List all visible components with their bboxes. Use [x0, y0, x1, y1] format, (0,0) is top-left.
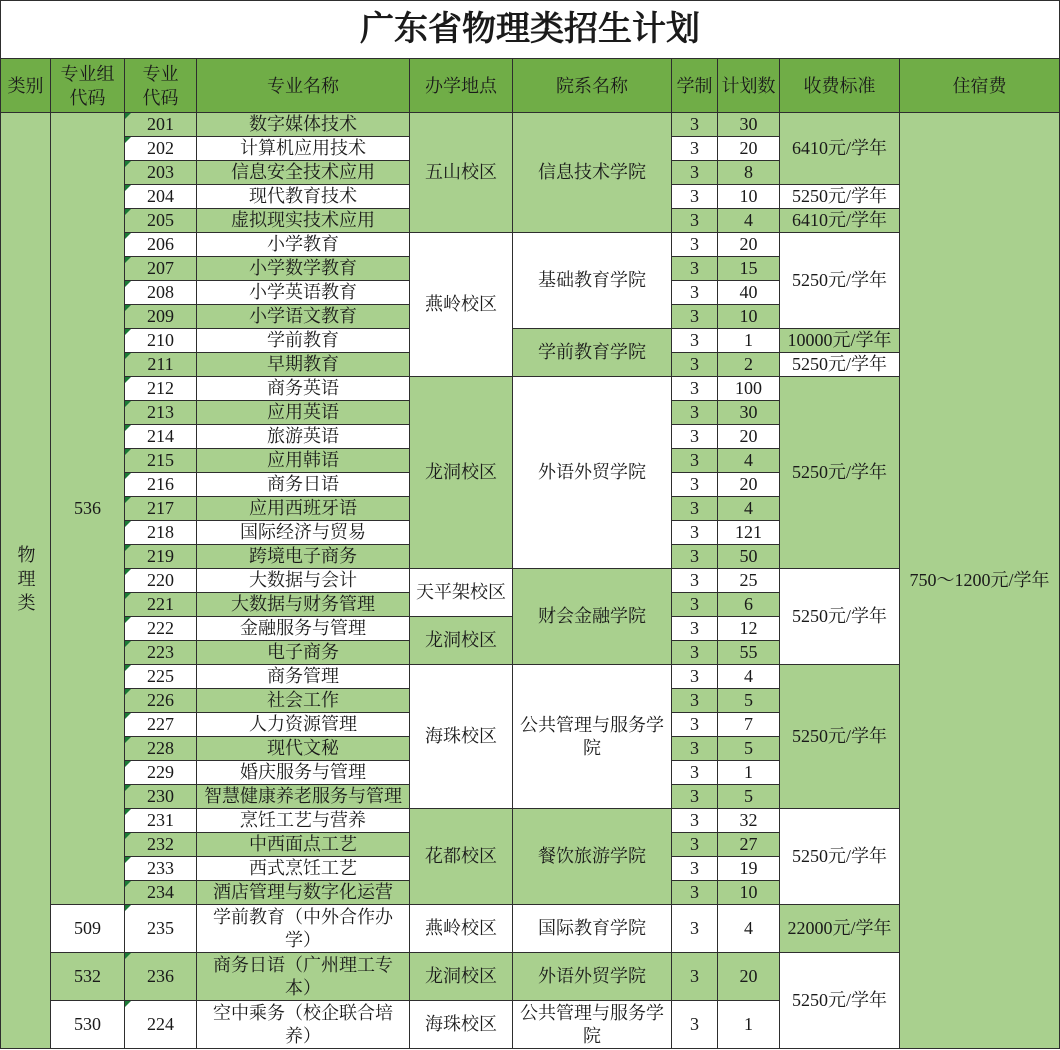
duration-cell: 3	[672, 521, 717, 544]
group-code-cell: 530	[51, 1001, 124, 1048]
campus-cell: 龙洞校区	[410, 953, 512, 1000]
duration-cell: 3	[672, 785, 717, 808]
header-campus: 办学地点	[410, 59, 512, 112]
campus-cell: 龙洞校区	[410, 617, 512, 664]
campus-cell: 龙洞校区	[410, 377, 512, 568]
duration-cell: 3	[672, 425, 717, 448]
major-name-cell: 学前教育	[197, 329, 409, 352]
header-tuition: 收费标准	[780, 59, 899, 112]
plan-count-cell: 7	[718, 713, 779, 736]
major-name-cell: 国际经济与贸易	[197, 521, 409, 544]
major-code-cell: 214	[125, 425, 196, 448]
duration-cell: 3	[672, 137, 717, 160]
major-name-cell: 早期教育	[197, 353, 409, 376]
department-cell: 财会金融学院	[513, 569, 671, 664]
header-group-code	[51, 59, 124, 112]
plan-count-cell: 25	[718, 569, 779, 592]
plan-count-cell: 20	[718, 953, 779, 1000]
campus-cell: 海珠校区	[410, 665, 512, 808]
department-cell: 公共管理与服务学院	[513, 1001, 671, 1048]
major-name-cell: 空中乘务（校企联合培养）	[197, 1001, 409, 1048]
plan-count-cell: 100	[718, 377, 779, 400]
major-name-cell: 社会工作	[197, 689, 409, 712]
tuition-cell: 6410元/学年	[780, 209, 899, 232]
plan-count-cell: 1	[718, 329, 779, 352]
major-code-cell: 213	[125, 401, 196, 424]
group-code-cell: 536	[51, 113, 124, 904]
campus-cell: 五山校区	[410, 113, 512, 232]
major-name-cell: 应用西班牙语	[197, 497, 409, 520]
campus-cell: 燕岭校区	[410, 233, 512, 376]
duration-cell: 3	[672, 473, 717, 496]
major-code-cell: 236	[125, 953, 196, 1000]
duration-cell: 3	[672, 569, 717, 592]
plan-count-cell: 4	[718, 497, 779, 520]
major-code-cell: 210	[125, 329, 196, 352]
major-name-cell: 现代教育技术	[197, 185, 409, 208]
major-code-cell: 204	[125, 185, 196, 208]
duration-cell: 3	[672, 377, 717, 400]
major-name-cell: 商务管理	[197, 665, 409, 688]
department-cell: 外语外贸学院	[513, 953, 671, 1000]
major-name-cell: 婚庆服务与管理	[197, 761, 409, 784]
plan-count-cell: 10	[718, 881, 779, 904]
major-code-cell: 227	[125, 713, 196, 736]
plan-count-cell: 6	[718, 593, 779, 616]
major-name-cell: 应用韩语	[197, 449, 409, 472]
major-name-cell: 小学语文教育	[197, 305, 409, 328]
plan-count-cell: 27	[718, 833, 779, 856]
plan-count-cell: 30	[718, 401, 779, 424]
tuition-cell: 5250元/学年	[780, 233, 899, 328]
major-code-cell: 222	[125, 617, 196, 640]
major-name-cell: 小学数学教育	[197, 257, 409, 280]
major-name-cell: 数字媒体技术	[197, 113, 409, 136]
tuition-cell: 5250元/学年	[780, 665, 899, 808]
major-code-cell: 217	[125, 497, 196, 520]
header-plan-count: 计划数	[718, 59, 779, 112]
plan-count-cell: 12	[718, 617, 779, 640]
major-name-cell: 大数据与会计	[197, 569, 409, 592]
header-category: 类别	[1, 59, 50, 112]
duration-cell: 3	[672, 185, 717, 208]
plan-count-cell: 10	[718, 305, 779, 328]
header-major-code-line: 专业	[142, 63, 179, 84]
duration-cell: 3	[672, 209, 717, 232]
plan-count-cell: 5	[718, 689, 779, 712]
header-department: 院系名称	[513, 59, 671, 112]
major-code-cell: 216	[125, 473, 196, 496]
major-code-cell: 218	[125, 521, 196, 544]
group-code-cell: 532	[51, 953, 124, 1000]
plan-count-cell: 121	[718, 521, 779, 544]
major-name-cell: 现代文秘	[197, 737, 409, 760]
department-cell: 学前教育学院	[513, 329, 671, 376]
major-name-cell: 计算机应用技术	[197, 137, 409, 160]
duration-cell: 3	[672, 233, 717, 256]
major-name-cell: 金融服务与管理	[197, 617, 409, 640]
campus-cell: 天平架校区	[410, 569, 512, 616]
category-cell	[1, 113, 50, 1048]
plan-count-cell: 40	[718, 281, 779, 304]
duration-cell: 3	[672, 689, 717, 712]
major-code-cell: 201	[125, 113, 196, 136]
major-name-cell: 虚拟现实技术应用	[197, 209, 409, 232]
major-code-cell: 226	[125, 689, 196, 712]
major-code-cell: 229	[125, 761, 196, 784]
major-code-cell: 223	[125, 641, 196, 664]
department-cell: 餐饮旅游学院	[513, 809, 671, 904]
major-code-cell: 208	[125, 281, 196, 304]
plan-count-cell: 55	[718, 641, 779, 664]
plan-count-cell: 4	[718, 905, 779, 952]
header-duration: 学制	[672, 59, 717, 112]
tuition-cell: 5250元/学年	[780, 953, 899, 1048]
plan-count-cell: 30	[718, 113, 779, 136]
tuition-cell: 10000元/学年	[780, 329, 899, 352]
accommodation-cell: 750～1200元/学年	[900, 113, 1059, 1048]
major-name-cell: 人力资源管理	[197, 713, 409, 736]
duration-cell: 3	[672, 497, 717, 520]
major-name-cell: 应用英语	[197, 401, 409, 424]
major-name-cell: 中西面点工艺	[197, 833, 409, 856]
major-code-cell: 215	[125, 449, 196, 472]
duration-cell: 3	[672, 257, 717, 280]
duration-cell: 3	[672, 161, 717, 184]
major-code-cell: 220	[125, 569, 196, 592]
major-code-cell: 206	[125, 233, 196, 256]
major-name-cell: 电子商务	[197, 641, 409, 664]
tuition-cell: 5250元/学年	[780, 809, 899, 904]
duration-cell: 3	[672, 545, 717, 568]
plan-count-cell: 8	[718, 161, 779, 184]
major-name-cell: 小学英语教育	[197, 281, 409, 304]
duration-cell: 3	[672, 449, 717, 472]
duration-cell: 3	[672, 809, 717, 832]
header-group-code-line: 代码	[69, 87, 106, 108]
duration-cell: 3	[672, 833, 717, 856]
major-name-cell: 西式烹饪工艺	[197, 857, 409, 880]
category-label: 物理类	[15, 544, 36, 617]
plan-count-cell: 20	[718, 233, 779, 256]
major-code-cell: 207	[125, 257, 196, 280]
major-name-cell: 小学教育	[197, 233, 409, 256]
duration-cell: 3	[672, 113, 717, 136]
duration-cell: 3	[672, 593, 717, 616]
major-name-cell: 智慧健康养老服务与管理	[197, 785, 409, 808]
duration-cell: 3	[672, 641, 717, 664]
plan-count-cell: 4	[718, 209, 779, 232]
major-code-cell: 230	[125, 785, 196, 808]
duration-cell: 3	[672, 713, 717, 736]
header-major-name: 专业名称	[197, 59, 409, 112]
plan-count-cell: 1	[718, 1001, 779, 1048]
duration-cell: 3	[672, 1001, 717, 1048]
major-name-cell: 商务英语	[197, 377, 409, 400]
group-code-cell: 509	[51, 905, 124, 952]
major-name-cell: 烹饪工艺与营养	[197, 809, 409, 832]
tuition-cell: 5250元/学年	[780, 185, 899, 208]
duration-cell: 3	[672, 737, 717, 760]
plan-count-cell: 1	[718, 761, 779, 784]
plan-count-cell: 15	[718, 257, 779, 280]
campus-cell: 燕岭校区	[410, 905, 512, 952]
duration-cell: 3	[672, 881, 717, 904]
major-code-cell: 235	[125, 905, 196, 952]
major-name-cell: 旅游英语	[197, 425, 409, 448]
plan-count-cell: 50	[718, 545, 779, 568]
duration-cell: 3	[672, 857, 717, 880]
department-cell: 基础教育学院	[513, 233, 671, 328]
major-name-cell: 商务日语	[197, 473, 409, 496]
header-group-code-line: 专业组	[60, 63, 115, 84]
major-code-cell: 232	[125, 833, 196, 856]
department-cell: 外语外贸学院	[513, 377, 671, 568]
plan-count-cell: 20	[718, 425, 779, 448]
header-accommodation: 住宿费	[900, 59, 1059, 112]
plan-count-cell: 32	[718, 809, 779, 832]
major-name-cell: 酒店管理与数字化运营	[197, 881, 409, 904]
major-code-cell: 221	[125, 593, 196, 616]
plan-count-cell: 19	[718, 857, 779, 880]
major-code-cell: 225	[125, 665, 196, 688]
header-major-code	[125, 59, 196, 112]
major-code-cell: 205	[125, 209, 196, 232]
duration-cell: 3	[672, 617, 717, 640]
major-code-cell: 202	[125, 137, 196, 160]
department-cell: 国际教育学院	[513, 905, 671, 952]
major-code-cell: 211	[125, 353, 196, 376]
major-code-cell: 212	[125, 377, 196, 400]
duration-cell: 3	[672, 761, 717, 784]
duration-cell: 3	[672, 905, 717, 952]
duration-cell: 3	[672, 305, 717, 328]
plan-count-cell: 4	[718, 665, 779, 688]
campus-cell: 花都校区	[410, 809, 512, 904]
campus-cell: 海珠校区	[410, 1001, 512, 1048]
tuition-cell: 5250元/学年	[780, 353, 899, 376]
plan-count-cell: 2	[718, 353, 779, 376]
tuition-cell: 6410元/学年	[780, 113, 899, 184]
plan-count-cell: 10	[718, 185, 779, 208]
major-code-cell: 234	[125, 881, 196, 904]
major-code-cell: 209	[125, 305, 196, 328]
major-code-cell: 231	[125, 809, 196, 832]
major-code-cell: 219	[125, 545, 196, 568]
department-cell: 公共管理与服务学院	[513, 665, 671, 808]
major-code-cell: 228	[125, 737, 196, 760]
duration-cell: 3	[672, 329, 717, 352]
major-name-cell: 学前教育（中外合作办学）	[197, 905, 409, 952]
duration-cell: 3	[672, 665, 717, 688]
major-code-cell: 224	[125, 1001, 196, 1048]
major-name-cell: 大数据与财务管理	[197, 593, 409, 616]
major-name-cell: 跨境电子商务	[197, 545, 409, 568]
plan-count-cell: 5	[718, 785, 779, 808]
department-cell: 信息技术学院	[513, 113, 671, 232]
major-name-cell: 商务日语（广州理工专本）	[197, 953, 409, 1000]
major-name-cell: 信息安全技术应用	[197, 161, 409, 184]
tuition-cell: 5250元/学年	[780, 377, 899, 568]
major-code-cell: 233	[125, 857, 196, 880]
page-title: 广东省物理类招生计划	[1, 1, 1059, 58]
plan-count-cell: 20	[718, 137, 779, 160]
header-major-code-line: 代码	[142, 87, 179, 108]
plan-count-cell: 20	[718, 473, 779, 496]
duration-cell: 3	[672, 281, 717, 304]
duration-cell: 3	[672, 401, 717, 424]
tuition-cell: 22000元/学年	[780, 905, 899, 952]
plan-count-cell: 5	[718, 737, 779, 760]
plan-count-cell: 4	[718, 449, 779, 472]
major-code-cell: 203	[125, 161, 196, 184]
duration-cell: 3	[672, 353, 717, 376]
tuition-cell: 5250元/学年	[780, 569, 899, 664]
duration-cell: 3	[672, 953, 717, 1000]
